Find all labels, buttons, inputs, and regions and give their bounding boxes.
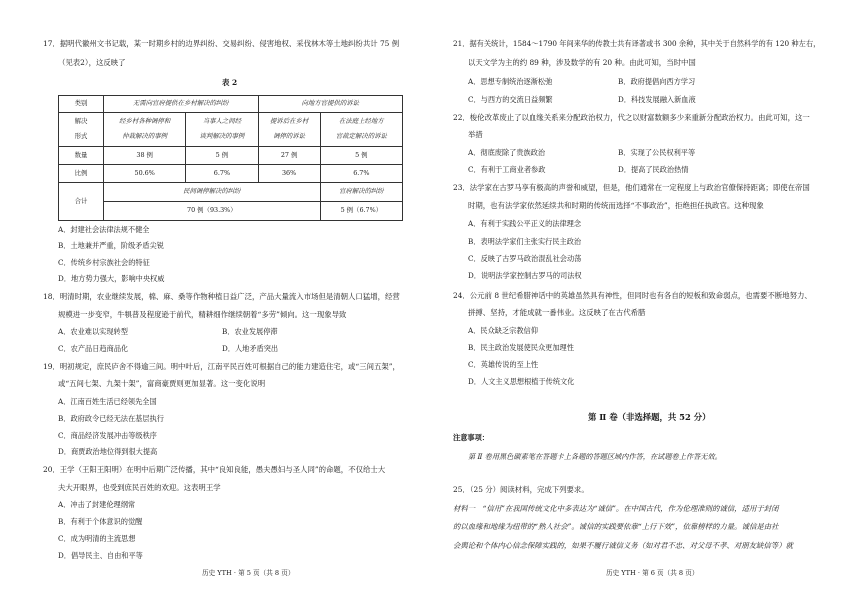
q22-option-b: B．实现了公民权利平等 [618,148,696,157]
q24-option-c: C．英雄传说的至上性 [468,360,539,369]
q23-stem-line2: 时期，也有法学家依然延续共和时期的传统而选择“不事政治”，拒绝担任执政官。这种现象 [468,201,764,210]
q17-option-b: B．土地兼并严重，阶级矛盾尖锐 [58,241,164,250]
table-cell-count-4: 5 例 [320,147,402,165]
table-header-type: 类别 [59,96,104,113]
q20-stem-line2: 夫大开眼界，也受到庶民百姓的欢迎。这表明王学 [58,483,221,492]
page-footer-left: 历史 YTH · 第 5 页（共 8 页） [202,569,295,577]
q19-option-b: B．政府政令已经无法在基层执行 [58,414,164,423]
table-row-ratio-label: 比例 [59,165,104,183]
q22-stem-line2: 举措 [468,130,483,139]
table-total-official-value: 5 例（6.7%） [320,202,402,221]
page-footer-right: 历史 YTH · 第 6 页（共 8 页） [606,569,699,577]
q17-option-a: A．封建社会法律法规不健全 [58,225,150,234]
table-cell-count-1: 38 例 [104,147,186,165]
q17-option-c: C．传统乡村宗族社会的特征 [58,258,150,267]
q24-option-a: A．民众缺乏宗教信仰 [468,326,538,335]
table-cell-count-2: 5 例 [186,147,258,165]
q19-stem-line1: 19．明初规定，庶民庐舍不得逾三间。明中叶后，江南平民百姓可根据自己的能力建造住宅，或“三间五架”， [43,362,400,371]
q17-option-d: D．地方势力强大，影响中央权威 [58,274,165,283]
table-cell-ratio-3: 36% [258,165,320,183]
table-row-form-label: 解决 形式 [59,113,104,147]
q22-stem-line1: 22．梭伦改革废止了以血缘关系来分配政治权力，代之以财富数额多少来重新分配政治权力。由此可知，这一 [453,113,810,122]
q18-option-a: A．农业难以实现转型 [58,327,128,336]
table-header-village: 无需向官府提供在乡村解决的纠纷 [104,96,259,113]
q23-option-c: C．反映了古罗马政治混乱社会动荡 [468,254,582,263]
q19-option-c: C．商品经济发展冲击等级秩序 [58,431,157,440]
q24-option-d: D．人文主义思想根植于传统文化 [468,377,575,386]
table-row-count-label: 数量 [59,147,104,165]
q21-stem-line1: 21．据有关统计，1584～1790 年间来华的传教士共有译著或书 300 余种，其中关于自然科学的有 120 种左右， [453,39,821,48]
table-total-civil-value: 70 例（93.3%） [104,202,321,221]
q17-stem-line2: （见表2），这反映了 [58,58,126,67]
q18-option-d: D．人地矛盾突出 [222,344,279,353]
q19-option-d: D．商贾政治地位得到很大提高 [58,447,158,456]
q20-option-a: A．冲击了封建伦理纲常 [58,500,136,509]
table-header-official: 向地方官提供的诉讼 [258,96,402,113]
q20-option-d: D．倡导民主、自由和平等 [58,551,143,560]
q18-option-c: C．农产品日趋商品化 [58,344,129,353]
q21-option-b: B．政府提倡向西方学习 [618,77,696,86]
notes-title: 注意事项： [453,433,489,442]
q21-option-d: D．科技发展融入新血液 [618,95,696,104]
table-cell-ratio-2: 6.7% [186,165,258,183]
q23-option-a: A．有利于实践公平正义的法律理念 [468,219,582,228]
q22-option-a: A．彻底废除了贵族政治 [468,148,546,157]
q25-material-line3: 会舆论和个体内心信念保障实践的，如果不履行诚信义务（如对君不忠、对父母不孝、对朋友缺信等）就 [453,541,793,550]
table-cell-form-4: 在法庭上经地方 官裁定解决的诉讼 [320,113,402,147]
q18-stem-line2: 规模进一步变窄，牛犋普及程度逊于前代，精耕细作继续朝着“多劳”倾向。这一现象导致 [58,310,347,319]
q24-stem-line1: 24．公元前 8 世纪希腊神话中的英雄虽然具有神性，但同时也有各自的短板和致命弱点，也需要不断地努力、 [453,291,812,300]
q23-option-d: D．说明法学家控制古罗马的司法权 [468,271,582,280]
q21-option-a: A．思想专制统治逐渐松弛 [468,77,553,86]
q25-stem-line1: 25．（25 分）阅读材料，完成下列要求。 [453,485,589,494]
q18-option-b: B．农业发展停滞 [222,327,278,336]
table-cell-form-1: 经乡村各种调停和 仲裁解决的事例 [104,113,186,147]
q19-option-a: A．江南百姓生活已经领先全国 [58,397,157,406]
table-total-official-label: 官府解决的纠纷 [320,183,402,202]
notes-text: 第 Ⅱ 卷用黑色碳素笔在答题卡上各题的答题区域内作答，在试题卷上作答无效。 [468,452,722,461]
q25-material-line2: 的以血缘和地缘为纽带的“熟人社会”。诚信的实践要依靠“上行下效”，依靠榜样的力量。诚信是由社 [453,522,779,531]
q18-stem-line1: 18．明清时期，农业继续发展，棉、麻、桑等作物种植日益广泛，产品大量流入市场但是清朝人口猛增，经营 [43,292,400,301]
q23-stem-line1: 23．法学家在古罗马享有极高的声誉和威望，但是，他们通常在一定程度上与政治官僚保持距离；即使在帝国 [453,183,810,192]
q20-option-b: B．有利于个体意识的觉醒 [58,517,143,526]
section-2-title: 第 Ⅱ 卷（非选择题，共 52 分） [588,412,711,422]
q24-stem-line2: 拼搏、坚持，才能成就一番伟业。这反映了在古代希腊 [468,308,646,317]
table-row-total-label: 合计 [59,183,104,221]
q22-option-c: C．有利于工商业者参政 [468,165,546,174]
q20-stem-line1: 20．王学（王阳王阳明）在明中后期广泛传播，其中“良知良能，愚夫愚妇与圣人同”的命题，不仅给士大 [43,465,386,474]
q21-stem-line2: 以天文学为主的约 89 种，涉及数学的有 20 种。由此可知，当时中国 [468,58,696,67]
table-cell-ratio-1: 50.6% [104,165,186,183]
table-cell-form-3: 提诉后在乡村 调停的诉讼 [258,113,320,147]
table-2-title: 表 2 [222,78,238,87]
q23-option-b: B．表明法学家们主张实行民主政治 [468,237,582,246]
q17-stem-line1: 17．据明代徽州文书记载，某一时期乡村的边界纠纷、交易纠纷、侵害地权、采伐林木等土地纠纷共计 75 例 [43,39,400,48]
q20-option-c: C．成为明清的主流思想 [58,534,136,543]
q24-option-b: B．民主政治发展使民众更加理性 [468,343,574,352]
q25-material-line1: 材料一 “信用”在我国传统文化中多表达为“诚信”。在中国古代，作为伦理准则的诚信，适用于封闭 [453,504,779,513]
q19-stem-line2: 或“五间七架、九架十架”，富商豪贾则更加显著。这一变化说明 [58,379,266,388]
table-cell-count-3: 27 例 [258,147,320,165]
table-total-civil-label: 民间调停解决的纠纷 [104,183,321,202]
q21-option-c: C．与西方的交流日益频繁 [468,95,553,104]
table-cell-ratio-4: 6.7% [320,165,402,183]
table-2 [58,95,403,221]
q22-option-d: D．提高了民政治热情 [618,165,689,174]
table-cell-form-2: 当事人之间经 谈判解决的事例 [186,113,258,147]
